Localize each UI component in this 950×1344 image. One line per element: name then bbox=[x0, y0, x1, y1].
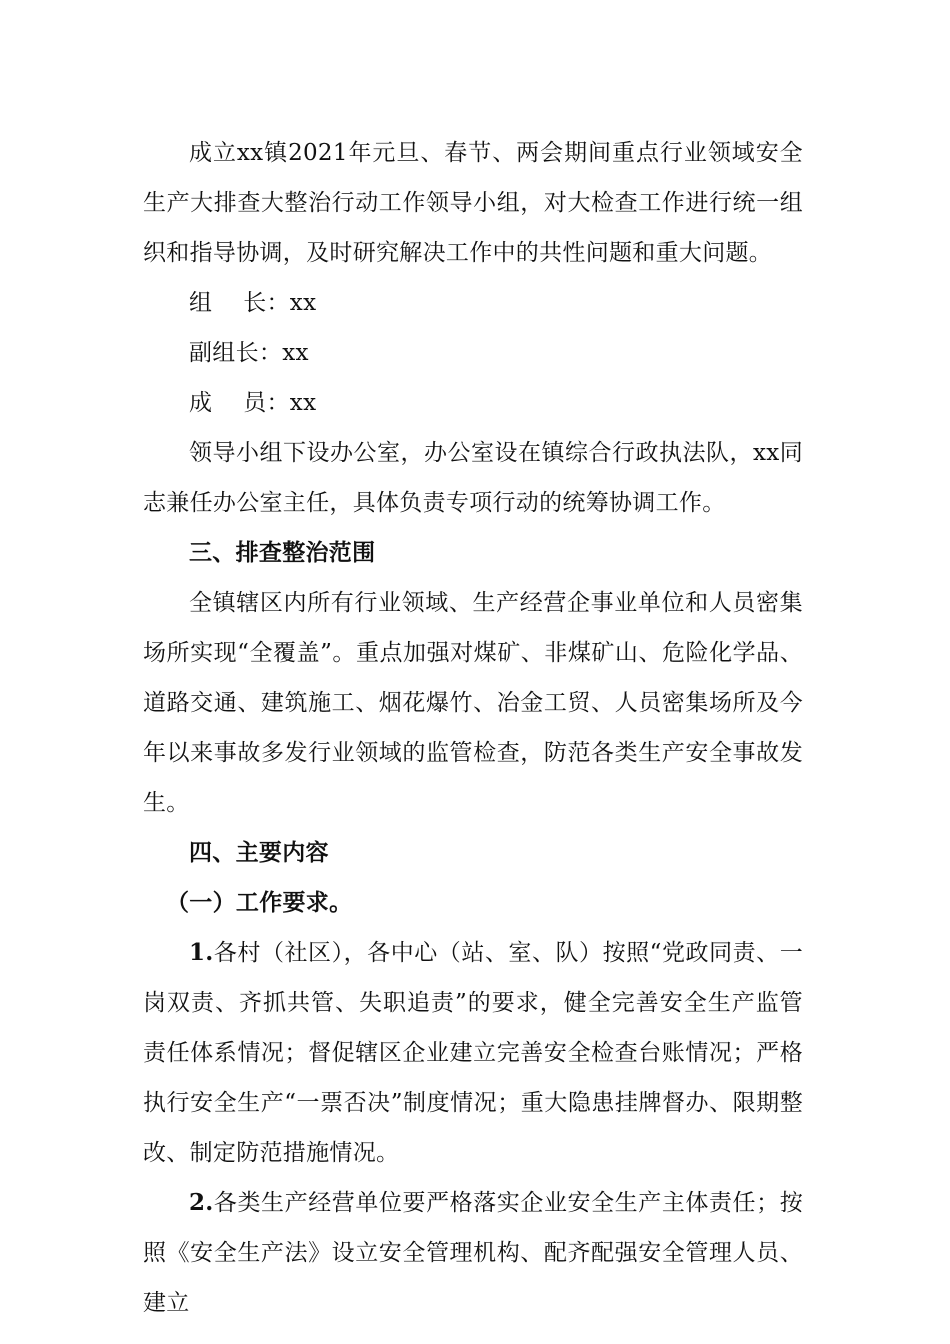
item-text-2: 各类生产经营单位要严格落实企业安全生产主体责任；按照《安全生产法》设立安全管理机构、配齐配强安全管理人员、建立 bbox=[143, 1190, 803, 1316]
members-line: 成 员：xx bbox=[189, 390, 317, 416]
item-number-1: 1. bbox=[189, 939, 214, 966]
section-heading-scope: 三、排查整治范围 bbox=[189, 539, 376, 566]
paragraph-leadership-group: 成立xx镇2021年元旦、春节、两会期间重点行业领域安全生产大排查大整治行动工作领导小组，对大检查工作进行统一组织和指导协调，及时研究解决工作中的共性问题和重大问题。 bbox=[143, 140, 803, 266]
group-leader-line: 组 长：xx bbox=[189, 290, 317, 316]
list-item-1 bbox=[143, 928, 803, 1178]
paragraph-office: 领导小组下设办公室，办公室设在镇综合行政执法队，xx同志兼任办公室主任，具体负责专项行动的统筹协调工作。 bbox=[143, 440, 803, 516]
item-number-2: 2. bbox=[189, 1189, 214, 1216]
list-item-2 bbox=[143, 1178, 803, 1328]
item-text-1: 各村（社区），各中心（站、室、队）按照“党政同责、一岗双责、齐抓共管、失职追责”的要求，健全完善安全生产监管责任体系情况；督促辖区企业建立完善安全检查台账情况；严格执行安全生产“一票否决”制度情况；重大隐患挂牌督办、限期整改、制定防范措施情况。 bbox=[143, 940, 803, 1166]
section-heading-main-content: 四、主要内容 bbox=[189, 839, 329, 866]
paragraph-scope: 全镇辖区内所有行业领域、生产经营企事业单位和人员密集场所实现“全覆盖”。重点加强对煤矿、非煤矿山、危险化学品、道路交通、建筑施工、烟花爆竹、冶金工贸、人员密集场所及今年以来事故多发行业领域的监管检查，防范各类生产安全事故发生。 bbox=[143, 590, 803, 816]
document-body bbox=[143, 128, 803, 1328]
subsection-heading-requirements: （一）工作要求。 bbox=[166, 889, 353, 916]
deputy-leader-line: 副组长：xx bbox=[189, 340, 309, 366]
